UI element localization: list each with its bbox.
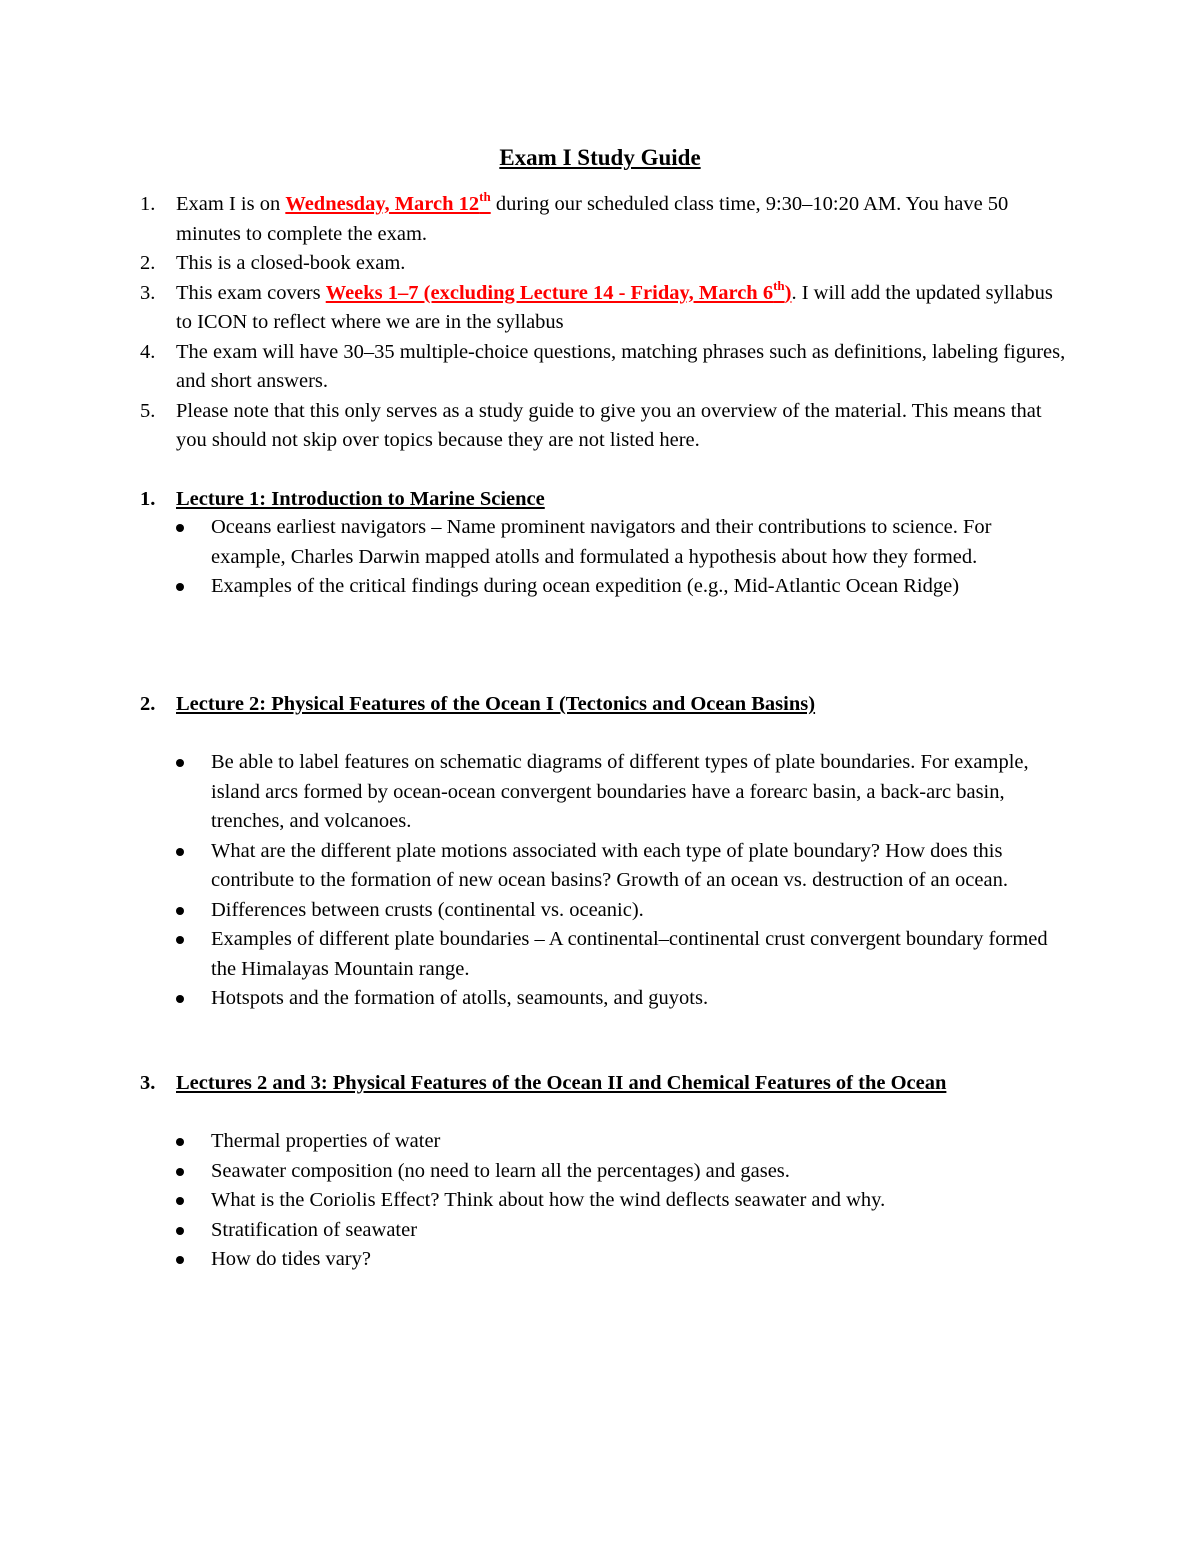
bullet-icon (176, 907, 184, 915)
bullet-text: Thermal properties of water (211, 1130, 441, 1152)
section-number: 2. (140, 693, 156, 715)
bullet-text: What are the different plate motions associated with each type of plate boundary? How does this contribute to the formation of new ocean basins? Growth of an ocean vs. destruction of an ocean. (211, 839, 1008, 891)
coverage-date-suffix: th (773, 277, 785, 293)
exam-coverage (325, 277, 792, 304)
bullet-icon (176, 1168, 184, 1176)
intro-item-2 (0, 249, 1200, 279)
bullet-item (0, 748, 1200, 837)
bullet-text: Seawater composition (no need to learn all the percentages) and gases. (211, 1159, 790, 1182)
section-number: 3. (140, 1072, 156, 1094)
exam-date-text: Wednesday, March 12 (285, 193, 480, 215)
bullet-item (0, 837, 1200, 896)
exam-coverage-text: Weeks 1–7 (excluding Lecture 14 - Friday, March 6 (325, 281, 774, 304)
bullet-item (0, 513, 1200, 572)
bullet-text: Oceans earliest navigators – Name prominent navigators and their contributions to science. For example, Charles Darwin mapped atolls and formulated a hypothesis about how they formed. (211, 516, 992, 568)
bullet-icon (176, 1197, 184, 1205)
bullet-icon (176, 583, 184, 591)
intro-item-text: . I will add the updated syllabus to ICON to reflect where we are in the syllabus (176, 281, 1053, 333)
bullet-text: Differences between crusts (continental vs. oceanic). (211, 898, 644, 921)
bullet-item (0, 572, 1200, 602)
bullet-list (0, 1127, 1200, 1275)
section-lecture-1 (0, 485, 1200, 602)
section-title: Lecture 1: Introduction to Marine Science (176, 488, 545, 510)
bullet-text: Be able to label features on schematic diagrams of different types of plate boundaries. For example, island arcs formed by ocean-ocean convergent boundaries have a forearc basin, a back-arc basin, trenches, and volcanoes. (211, 751, 1029, 832)
bullet-icon (176, 1138, 184, 1146)
intro-item-number: 1. (140, 193, 156, 215)
intro-item-text: This exam covers (176, 281, 326, 304)
bullet-text: Hotspots and the formation of atolls, seamounts, and guyots. (211, 987, 709, 1009)
bullet-item (0, 1216, 1200, 1246)
bullet-text: Examples of the critical findings during ocean expedition (e.g., Mid-Atlantic Ocean Ridge) (211, 575, 960, 597)
intro-list (0, 190, 1200, 456)
intro-item-number: 4. (140, 340, 156, 363)
exam-date-suffix: th (479, 189, 491, 204)
section-title: Lectures 2 and 3: Physical Features of the Ocean II and Chemical Features of the Ocean (176, 1072, 947, 1094)
section-number: 1. (140, 488, 156, 510)
intro-item-text: Please note that this only serves as a study guide to give you an overview of the material. This means that you should not skip over topics because they are not listed here. (176, 399, 1042, 451)
intro-item-5 (0, 397, 1200, 456)
section-heading (0, 1069, 1200, 1097)
intro-item-text: This is a closed-book exam. (176, 252, 406, 274)
section-title: Lecture 2: Physical Features of the Ocean I (Tectonics and Ocean Basins) (176, 693, 816, 715)
bullet-item (0, 1127, 1200, 1157)
intro-item-3 (0, 279, 1200, 338)
intro-item-text: during our scheduled class time, 9:30–10:20 AM. You have 50 minutes to complete the exam. (176, 193, 1009, 245)
exam-date (285, 189, 491, 215)
page-title: Exam I Study Guide (499, 145, 701, 170)
bullet-item (0, 925, 1200, 984)
bullet-item (0, 984, 1200, 1014)
bullet-icon (176, 1227, 184, 1235)
bullet-item (0, 1245, 1200, 1275)
bullet-text: How do tides vary? (211, 1248, 371, 1270)
bullet-text: Examples of different plate boundaries – A continental–continental crust convergent boundary formed the Himalayas Mountain range. (211, 928, 1048, 980)
section-heading (0, 690, 1200, 718)
section-lectures-2-3 (0, 1069, 1200, 1275)
bullet-text: What is the Coriolis Effect? Think about how the wind deflects seawater and why. (211, 1189, 886, 1211)
intro-item-number: 5. (140, 399, 156, 422)
bullet-icon (176, 848, 184, 856)
bullet-icon (176, 524, 184, 532)
coverage-close-paren: ) (784, 281, 792, 304)
bullet-text: Stratification of seawater (211, 1218, 418, 1241)
bullet-list (0, 748, 1200, 1014)
bullet-list (0, 513, 1200, 602)
bullet-icon (176, 1256, 184, 1264)
bullet-icon (176, 759, 184, 767)
bullet-icon (176, 995, 184, 1003)
bullet-item (0, 1186, 1200, 1216)
bullet-item (0, 1157, 1200, 1187)
bullet-icon (176, 936, 184, 944)
intro-item-1 (0, 190, 1200, 249)
intro-item-4 (0, 338, 1200, 397)
section-heading (0, 485, 1200, 513)
intro-item-text: The exam will have 30–35 multiple-choice questions, matching phrases such as definitions, labeling figures, and short answers. (176, 340, 1066, 392)
section-lecture-2 (0, 690, 1200, 1014)
bullet-item (0, 896, 1200, 926)
intro-item-text: Exam I is on (176, 193, 286, 215)
intro-item-number: 3. (140, 281, 156, 304)
intro-item-number: 2. (140, 252, 156, 274)
